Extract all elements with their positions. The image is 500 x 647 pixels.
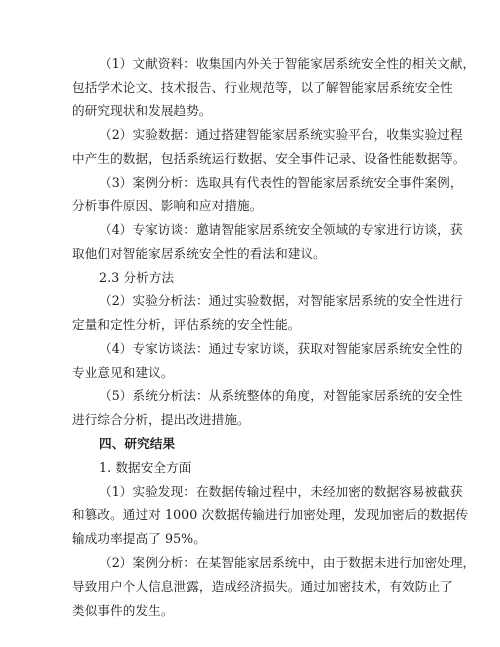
text-line: 进行综合分析，提出改进措施。 [72,412,250,427]
text-line: （5）系统分析法：从系统整体的角度，对智能家居系统的安全性 [99,388,463,403]
text-line: （3）案例分析：选取具有代表性的智能家居系统安全事件案例， [99,175,463,190]
text-line: 专业意见和建议。 [72,365,174,380]
text-line: （1）实验发现：在数据传输过程中，未经加密的数据容易被截获 [99,484,463,499]
text-line: 输成功率提高了 95%。 [72,531,206,546]
text-line: 类似事件的发生。 [72,603,174,618]
chapter-heading: 四、研究结果 [99,436,176,451]
text-line: 取他们对智能家居系统安全性的看法和建议。 [72,246,326,261]
text-line: 的研究现状和发展趋势。 [72,103,212,118]
text-line: 定量和定性分析，评估系统的安全性能。 [72,317,301,332]
text-line: 和篡改。通过对 1000 次数据传输进行加密处理，发现加密后的数据传 [72,507,469,522]
text-line: 包括学术论文、技术报告、行业规范等，以了解智能家居系统安全性 [72,80,453,95]
text-line: （1）文献资料：收集国内外关于智能家居系统安全性的相关文献， [99,56,476,71]
subsection-heading: 1. 数据安全方面 [99,460,192,475]
text-line: （2）实验分析法：通过实验数据，对智能家居系统的安全性进行 [99,293,463,308]
text-line: （2）案例分析：在某智能家居系统中，由于数据未进行加密处理， [99,555,476,570]
text-line: （4）专家访谈：邀请智能家居系统安全领域的专家进行访谈，获 [99,222,463,237]
text-line: 中产生的数据，包括系统运行数据、安全事件记录、设备性能数据等。 [72,151,466,166]
text-line: （4）专家访谈法：通过专家访谈，获取对智能家居系统安全性的 [99,341,463,356]
text-line: （2）实验数据：通过搭建智能家居系统实验平台，收集实验过程 [99,127,463,142]
text-line: 分析事件原因、影响和应对措施。 [72,198,263,213]
text-line: 导致用户个人信息泄露，造成经济损失。通过加密技术，有效防止了 [72,579,453,594]
section-heading: 2.3 分析方法 [99,270,175,285]
